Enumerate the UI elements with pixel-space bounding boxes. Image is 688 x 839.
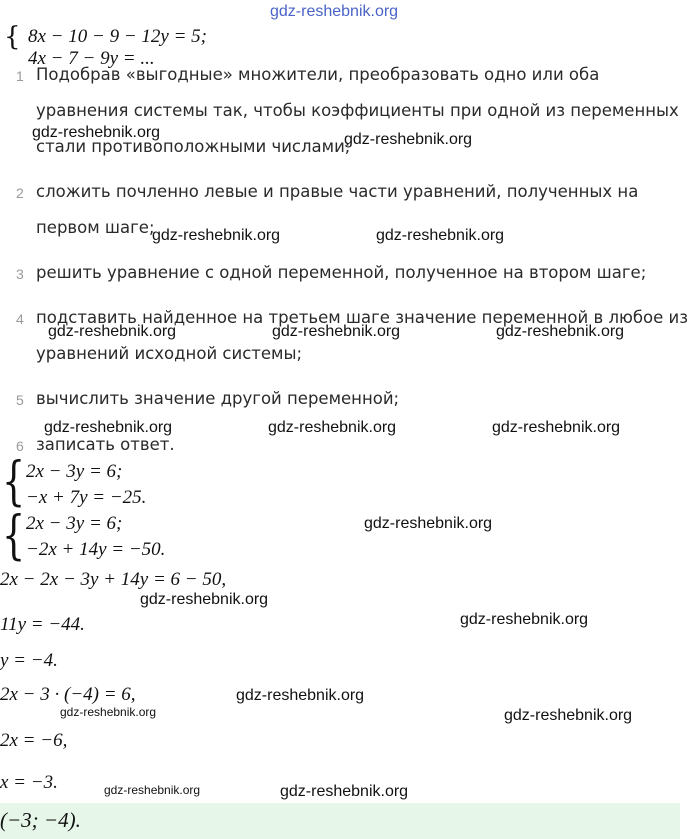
watermark-top: gdz-reshebnik.org bbox=[270, 3, 399, 20]
step-number: 4 bbox=[16, 311, 24, 327]
step-text: уравнений исходной системы; bbox=[36, 344, 303, 363]
step-text: Подобрав «выгодные» множители, преобразовать одно или оба bbox=[36, 65, 600, 84]
watermark: gdz-reshebnik.org bbox=[272, 323, 401, 340]
watermark: gdz-reshebnik.org bbox=[44, 419, 173, 436]
system-2-eq-1: 2x − 3y = 6; bbox=[26, 513, 123, 534]
solution-line: 2x − 2x − 3y + 14y = 6 − 50, bbox=[0, 569, 227, 590]
step-text: вычислить значение другой переменной; bbox=[36, 389, 400, 408]
system-1-eq-1: 2x − 3y = 6; bbox=[26, 461, 123, 482]
step-number: 1 bbox=[16, 68, 24, 84]
answer: (−3; −4). bbox=[0, 808, 81, 832]
step-text: подставить найденное на третьем шаге значение переменной в любое из bbox=[36, 308, 688, 327]
step-text: стали противоположными числами; bbox=[36, 137, 351, 156]
step-number: 6 bbox=[16, 438, 24, 454]
watermark: gdz-reshebnik.org bbox=[280, 783, 409, 800]
watermark: gdz-reshebnik.org bbox=[460, 611, 589, 628]
system-1-eq-2: −x + 7y = −25. bbox=[26, 487, 147, 508]
watermark: gdz-reshebnik.org bbox=[492, 419, 621, 436]
solution-line: 2x − 3 · (−4) = 6, bbox=[0, 684, 136, 705]
brace-system-1: { bbox=[2, 452, 26, 512]
step-text: первом шаге; bbox=[36, 218, 155, 237]
step-number: 5 bbox=[16, 392, 24, 408]
step-text: решить уравнение с одной переменной, полученное на втором шаге; bbox=[36, 263, 647, 282]
top-equation: 8x − 10 − 9 − 12y = 5; bbox=[28, 26, 207, 47]
watermark: gdz-reshebnik.org bbox=[152, 227, 281, 244]
solution-line: x = −3. bbox=[0, 772, 58, 793]
watermark: gdz-reshebnik.org bbox=[496, 323, 625, 340]
watermark: gdz-reshebnik.org bbox=[344, 131, 473, 148]
step-number: 2 bbox=[16, 185, 24, 201]
watermark: gdz-reshebnik.org bbox=[140, 591, 269, 608]
step-text: сложить почленно левые и правые части уравнений, полученных на bbox=[36, 182, 639, 201]
answer-highlight bbox=[0, 803, 680, 839]
step-text: уравнения системы так, чтобы коэффициенты при одной из переменных bbox=[36, 101, 679, 120]
brace-system-2: { bbox=[2, 506, 26, 566]
step-number: 3 bbox=[16, 266, 24, 282]
solution-line: 11y = −44. bbox=[0, 614, 85, 635]
watermark: gdz-reshebnik.org bbox=[504, 707, 633, 724]
watermark: gdz-reshebnik.org bbox=[376, 227, 505, 244]
system-2-eq-2: −2x + 14y = −50. bbox=[26, 539, 166, 560]
top-equation-cut bbox=[10, 46, 310, 69]
watermark: gdz-reshebnik.org bbox=[236, 687, 365, 704]
watermark: gdz-reshebnik.org bbox=[48, 323, 177, 340]
watermark-small: gdz-reshebnik.org bbox=[60, 705, 157, 719]
step-text: записать ответ. bbox=[36, 435, 175, 454]
watermark-small: gdz-reshebnik.org bbox=[104, 783, 201, 797]
top-equation-cut-text: 4x − 7 − 9y = ... bbox=[28, 48, 155, 69]
solution-line: y = −4. bbox=[0, 650, 58, 671]
solution-line: 2x = −6, bbox=[0, 730, 68, 751]
watermark: gdz-reshebnik.org bbox=[364, 515, 493, 532]
watermark: gdz-reshebnik.org bbox=[268, 419, 397, 436]
watermark: gdz-reshebnik.org bbox=[32, 124, 161, 141]
brace-top: { bbox=[4, 22, 21, 52]
